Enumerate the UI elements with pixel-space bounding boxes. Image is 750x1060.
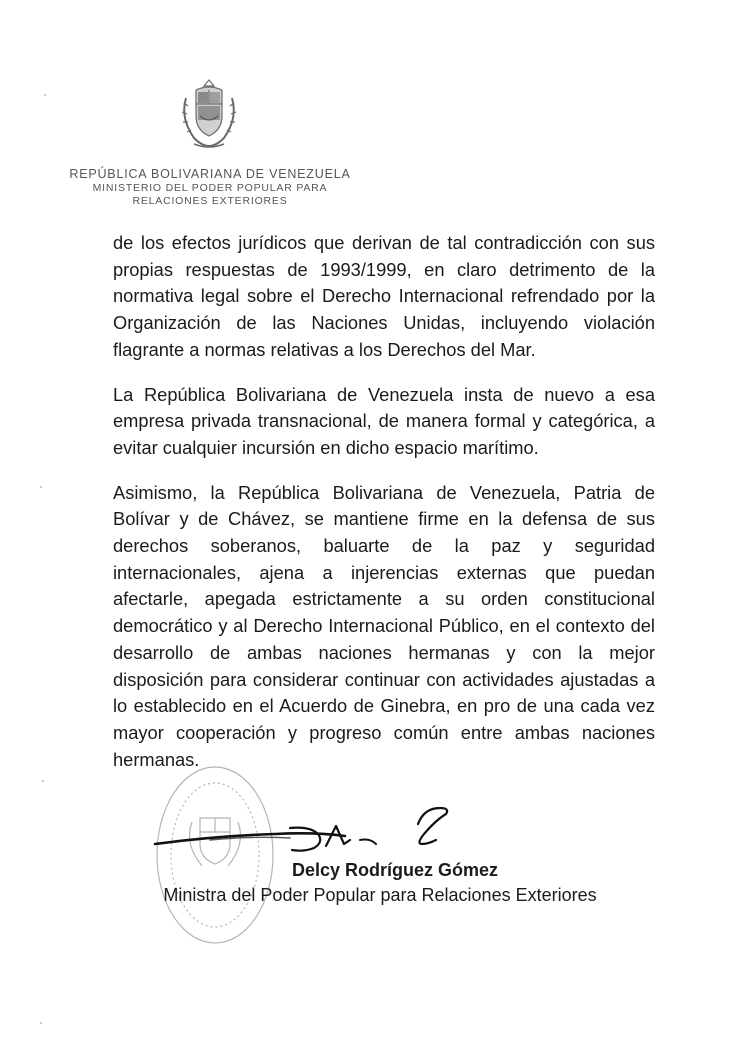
- scan-speck: [40, 1022, 42, 1024]
- letterhead-country: REPÚBLICA BOLIVARIANA DE VENEZUELA: [69, 167, 351, 181]
- scan-speck: [40, 486, 42, 488]
- scan-speck: [42, 780, 44, 782]
- letterhead: [60, 166, 360, 208]
- coat-of-arms-icon: [176, 76, 242, 152]
- body-paragraph: de los efectos jurídicos que derivan de tal contradicción con sus propias respuestas de 1993/1999, en claro detrimento de la normativa legal sobre el Derecho Internacional refrendado por la Organización de las Naciones Unidas, incluyendo violación flagrante a normas relativas a los Derechos del Mar.: [113, 232, 655, 360]
- signature-block: [140, 858, 620, 908]
- scan-speck: [44, 94, 46, 96]
- letterhead-ministry: MINISTERIO DEL PODER POPULAR PARA: [92, 182, 328, 194]
- body-paragraph: La República Bolivariana de Venezuela insta de nuevo a esa empresa privada transnacional, de manera formal y categórica, a evitar cualquier incursión en dicho espacio marítimo.: [113, 383, 655, 458]
- signatory-name: Delcy Rodríguez Gómez: [291, 860, 499, 880]
- signatory-title: Ministra del Poder Popular para Relaciones Exteriores: [163, 885, 597, 905]
- letterhead-ministry-branch: RELACIONES EXTERIORES: [132, 195, 288, 207]
- body-paragraph: Asimismo, la República Bolivariana de Venezuela, Patria de Bolívar y de Chávez, se mantiene firme en la defensa de sus derechos soberanos, baluarte de la paz y seguridad internacionales, ajena a injerencias externas que puedan afectarle, apegada estrictamente a su orden constitucional democrático y al Derecho Internacional Público, en el contexto del desarrollo de ambas naciones hermanas y con la mejor disposición para considerar continuar con actividades ajustadas a lo establecido en el Acuerdo de Ginebra, en pro de una cada vez mayor cooperación y progreso común entre ambas naciones hermanas.: [113, 481, 655, 770]
- handwritten-signature-icon: [150, 800, 490, 860]
- letter-body: [113, 230, 655, 791]
